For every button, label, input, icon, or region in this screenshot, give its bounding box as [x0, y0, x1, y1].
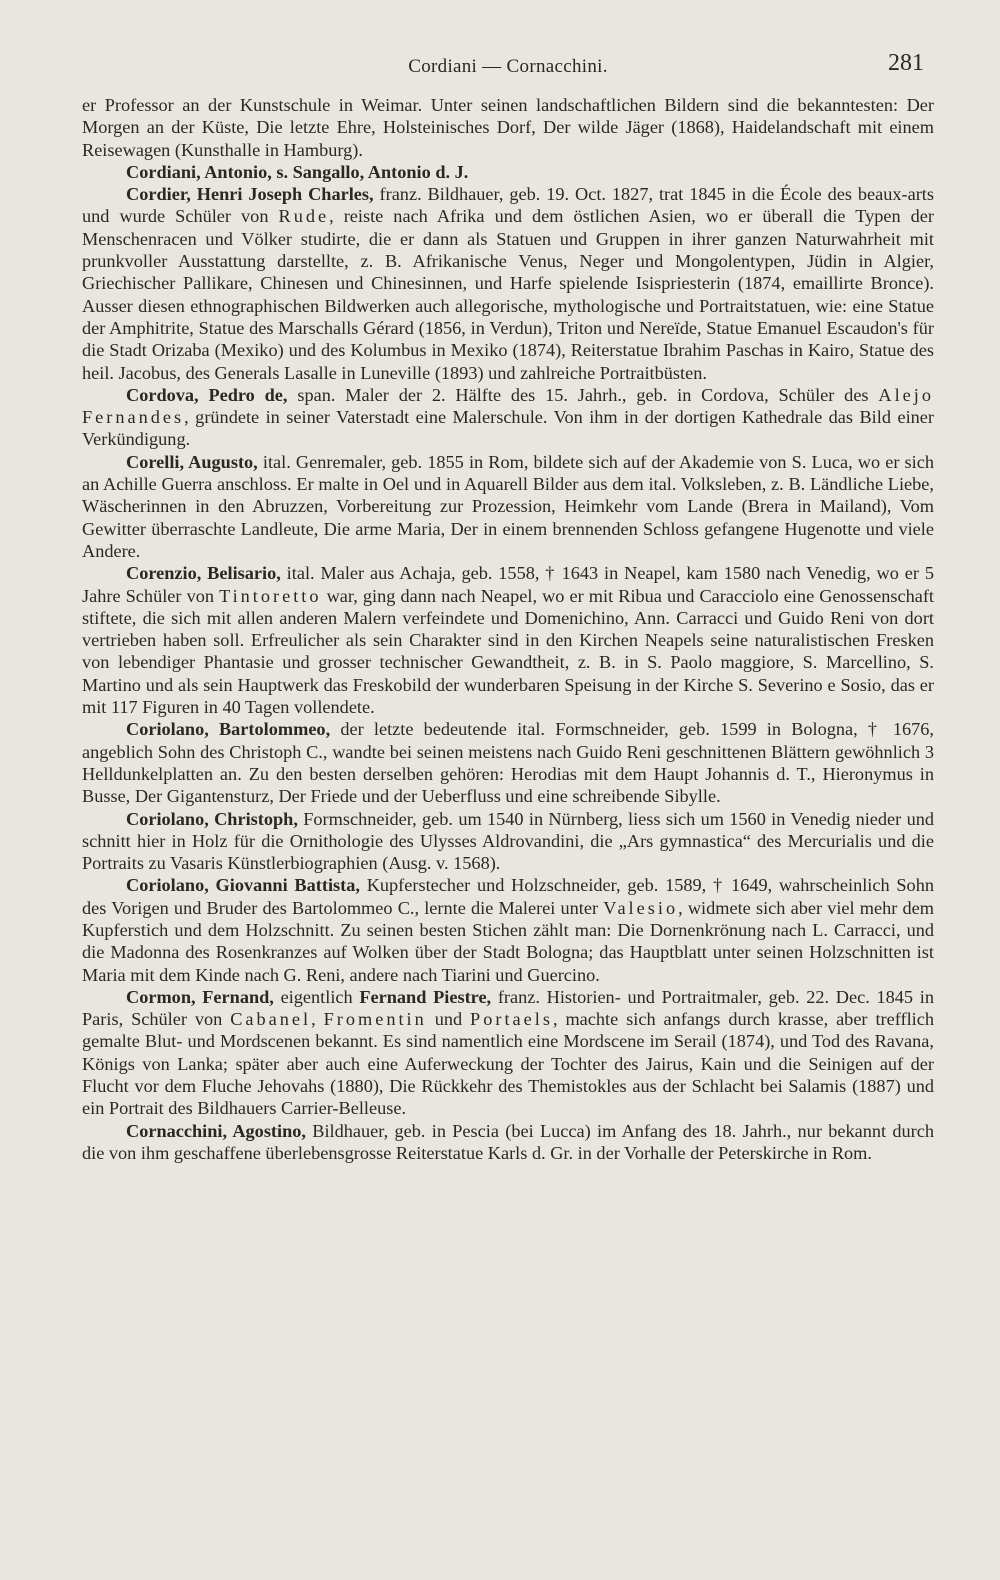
entry-text: , widmete sich aber viel mehr dem Kupferstich und dem Holzschnitt. Zu seinen besten Stichen zählt man: Die Dornenkrönung nach L. Carracci, und die Madonna des Rosenkranzes auf Wolken über der Stadt Bologna; das Hauptblatt unter seinen Holzschnitten ist Maria mit dem Kinde nach G. Reni, andere nach Tiarini und Guercino.: [82, 897, 935, 985]
dictionary-entry: [82, 808, 934, 875]
dictionary-entry: [82, 384, 934, 451]
entry-text: , reiste nach Afrika und dem östlichen Asien, wo er überall die Typen der Menschenracen und Völker studirte, die er dann als Statuen und Gruppen in ihrer ganzen Naturwahrheit mit prunkvoller Ausstattung darstellte, z. B. Afrikanische Venus, Neger und Mongolentypen, Jüdin in Algier, Griechischer Pallikare, Chinesen und Chinesinnen, und Harfe spielende Isispriesterin (1874, emaillirte Bronce). Ausser diesen ethnographischen Bildwerken auch allegorische, mythologische und Portraitstatuen, wie: eine Statue der Amphitrite, Statue des Marschalls Gérard (1856, in Verdun), Triton und Nereïde, Statue Emanuel Escaudon's für die Stadt Orizaba (Mexiko) und des Kolumbus in Mexiko (1874), Reiterstatue Ibrahim Paschas in Kairo, Statue des heil. Jacobus, des Generals Lasalle in Luneville (1893) und zahlreiche Portraitbüsten.: [82, 206, 935, 383]
entry-headword: Corelli, Augusto,: [126, 451, 258, 472]
dictionary-entry: [82, 451, 934, 562]
entry-spaced-name: Fromentin: [323, 1009, 427, 1030]
entry-headword: Cordier, Henri Joseph Charles,: [126, 184, 374, 205]
running-head: Cordiani — Cornacchini.: [408, 56, 608, 77]
page-header: [82, 44, 934, 84]
entry-headword: Cornacchini, Agostino,: [126, 1120, 306, 1141]
entry-text: er Professor an der Kunstschule in Weimar. Unter seinen landschaftlichen Bildern sind die bekanntesten: Der Morgen an der Küste, Die letzte Ehre, Holsteinisches Dorf, Der wilde Jäger (1868), Haidelandschaft mit einem Reisewagen (Kunsthalle in Hamburg).: [82, 95, 934, 160]
dictionary-entry: [82, 718, 934, 807]
entry-spaced-name: Portaels: [470, 1009, 553, 1030]
entry-spaced-name: Tintoretto: [219, 585, 322, 606]
entries-body: [82, 94, 934, 1164]
dictionary-entry: [82, 161, 934, 183]
entry-headword: Cordiani, Antonio, s. Sangallo, Antonio d. J.: [126, 161, 469, 182]
dictionary-entry: [82, 986, 934, 1120]
entry-text: Kupferstecher und Holzschneider, geb. 1589, † 1649, wahrscheinlich Sohn des Vorigen und Bruder des Bartolommeo C., lernte die Malerei unter: [82, 875, 934, 918]
dictionary-entry: [82, 94, 934, 161]
entry-text: , machte sich anfangs durch krasse, aber trefflich gemalte Blut- und Mordscenen bekannt. Es sind namentlich eine Mordscene im Serail (1874), und Tod des Ravana, Königs von Lanka; später aber auch eine Auferweckung der Tochter des Jairus, Kain und die Seinigen auf der Flucht vor dem Fluche Jehovahs (1880), Die Rückkehr des Themistokles aus der Schlacht bei Salamis (1887) und ein Portrait des Bildhauers Carrier-Belleuse.: [82, 1009, 934, 1119]
entry-text: ital. Maler aus Achaja, geb. 1558, † 1643 in Neapel, kam 1580 nach Venedig, wo er 5 Jahre Schüler von: [82, 563, 934, 606]
entry-headword: Cordova, Pedro de,: [126, 384, 288, 405]
entry-spaced-name: Cabanel: [230, 1009, 312, 1030]
entry-text: franz. Historien- und Portraitmaler, geb. 22. Dec. 1845 in Paris, Schüler von: [82, 986, 934, 1030]
entry-text: franz. Bildhauer, geb. 19. Oct. 1827, trat 1845 in die École des beaux-arts und wurde Schüler von: [82, 184, 935, 227]
entry-headword: Corenzio, Belisario,: [126, 563, 281, 584]
page-number: 281: [888, 50, 924, 76]
dictionary-entry: [82, 562, 934, 718]
dictionary-entry: [82, 183, 934, 384]
entry-text: und: [426, 1009, 471, 1030]
entry-text: war, ging dann nach Neapel, wo er mit Ribua und Caracciolo eine Genossenschaft stiftete, die sich mit allen anderen Malern verfeindete und Domenichino, Ann. Carracci und Guido Reni von dort vertrieben haben soll. Erfreulicher als sein Charakter sind in den Kirchen Neapels seine naturalistischen Fresken von lebendiger Phantasie und grosser technischer Gewandtheit, z. B. in S. Paolo maggiore, S. Marcellino, S. Martino und als sein Hauptwerk das Freskobild der wunderbaren Speisung in der Kirche S. Severino e Sosio, das er mit 117 Figuren in 40 Tagen vollendete.: [82, 585, 934, 718]
entry-headword: Coriolano, Bartolommeo,: [126, 719, 331, 740]
dictionary-entry: [82, 1120, 934, 1165]
entry-text: ,: [311, 1009, 324, 1030]
entry-spaced-name: Valesio: [603, 897, 679, 918]
entry-text: Bildhauer, geb. in Pescia (bei Lucca) im Anfang des 18. Jahrh., nur bekannt durch die von ihm geschaffene überlebensgrosse Reiterstatue Karls d. Gr. in der Vorhalle der Peterskirche in Rom.: [82, 1120, 934, 1163]
entry-headword: Coriolano, Christoph,: [126, 808, 298, 829]
entry-text: Formschneider, geb. um 1540 in Nürnberg, liess sich um 1560 in Venedig nieder und schnitt hier in Holz für die Ornithologie des Ulysses Aldrovandini, die „Ars gymnastica“ des Mercurialis und die Portraits zu Vasaris Künstlerbiographien (Ausg. v. 1568).: [82, 808, 934, 874]
entry-text: der letzte bedeutende ital. Formschneider, geb. 1599 in Bologna, † 1676, angeblich Sohn des Christoph C., wandte bei seinen meistens nach Guido Reni geschnittenen Blättern gewöhnlich 3 Helldunkelplatten an. Zu den besten derselben gehören: Herodias mit dem Haupt Johannis d. T., Hieronymus in Busse, Der Gigantensturz, Der Friede und der Ueberfluss und eine schreibende Sibylle.: [82, 719, 934, 807]
entry-text: span. Maler der 2. Hälfte des 15. Jahrh., geb. in Cordova, Schüler des: [287, 384, 879, 405]
entry-headword: Coriolano, Giovanni Battista,: [126, 875, 360, 896]
entry-spaced-name: Alejo Fernandes: [82, 384, 934, 428]
entry-headword: Fernand Piestre,: [359, 986, 492, 1007]
entry-text: eigentlich: [273, 986, 360, 1007]
dictionary-entry: [82, 874, 934, 985]
entry-text: , gründete in seiner Vaterstadt eine Malerschule. Von ihm in der dortigen Kathedrale das Bild einer Verkündigung.: [82, 407, 934, 450]
entry-text: ital. Genremaler, geb. 1855 in Rom, bildete sich auf der Akademie von S. Luca, wo er sich an Achille Guerra anschloss. Er malte in Oel und in Aquarell Bilder aus dem ital. Volksleben, z. B. Ländliche Liebe, Wäscherinnen in den Abruzzen, Vorbereitung zur Prozession, Heimkehr vom Lande (Brera in Mailand), Vom Gewitter überraschte Landleute, Die arme Maria, Der in einem brennenden Schloss gefangene Hugenotte und viele Andere.: [82, 451, 935, 561]
entry-headword: Cormon, Fernand,: [126, 986, 274, 1007]
entry-spaced-name: Rude: [278, 206, 330, 227]
